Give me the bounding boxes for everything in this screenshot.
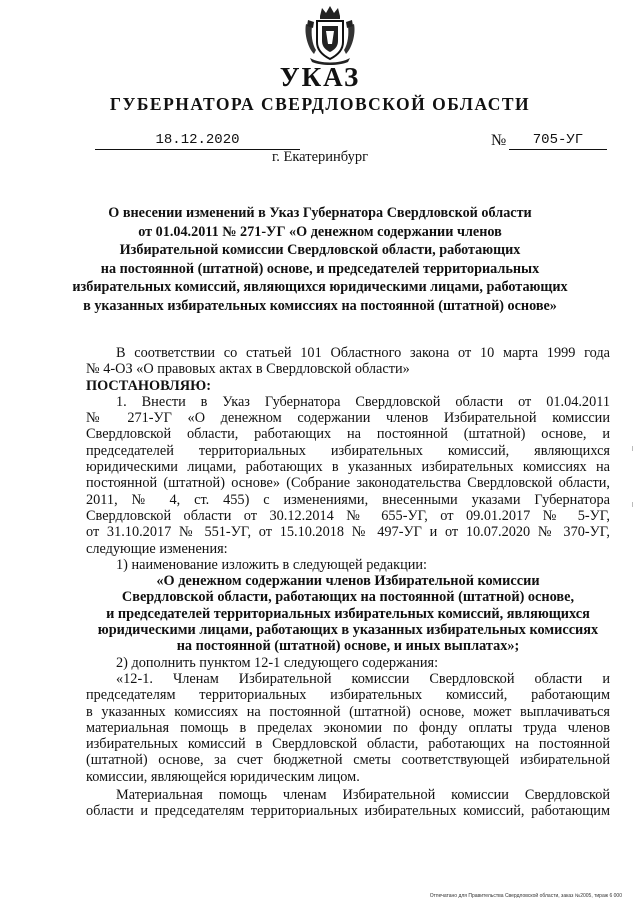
scan-speck: [632, 446, 633, 451]
decree-kind: УКАЗ: [279, 62, 361, 92]
point12-line: материальная помощь в пределах экономии по фонду оплаты труда членов: [86, 719, 610, 736]
item1-line: следующие изменения:: [86, 540, 228, 557]
item1-line: от 31.10.2017 № 551-УГ, от 15.10.2018 № 497-УГ и от 10.07.2020 № 370-УГ,: [86, 524, 610, 541]
preamble-line: В соответствии со статьей 101 Областного закона от 10 марта 1999 года: [116, 345, 610, 361]
point12-line: избирательных комиссий в Свердловской области, работающих на постоянной: [86, 736, 610, 753]
city: г. Екатеринбург: [271, 149, 369, 165]
title-line: избирательных комиссий, являющихся юридическими лицами, работающих: [72, 279, 568, 296]
item1-line: 2011, № 4, ст. 455) с изменениями, внесенными указами Губернатора: [86, 491, 610, 508]
document-body: [86, 345, 610, 820]
new-title-line: юридическими лицами, работающих в указанных избирательных комиссиях: [97, 622, 599, 639]
coat-of-arms-emblem: [302, 4, 358, 66]
new-title-line: Свердловской области, работающих на постоянной (штатной) основе,: [121, 589, 575, 606]
point12-line: «12-1. Членам Избирательной комиссии Свердловской области и: [116, 670, 610, 687]
subitem-1: 1) наименование изложить в следующей редакции:: [116, 556, 427, 573]
item1-line: юридическими лицами, работающих в указанных избирательных комиссиях на: [86, 459, 610, 476]
print-footer: Отпечатано для Правительства Свердловской области, заказ №2005, тираж 6 000: [429, 893, 622, 899]
point12-line: комиссии, являющейся юридическим лицом.: [86, 768, 360, 785]
point12-line: председателям территориальных избирательных комиссий, работающим: [86, 687, 610, 704]
number-label: №: [491, 132, 507, 149]
new-title-line: «О денежном содержании членов Избирательной комиссии: [156, 573, 540, 590]
item1-line: постоянной (штатной) основе» (Собрание законодательства Свердловской области,: [86, 475, 610, 492]
item1-line: 1. Внести в Указ Губернатора Свердловской области от 01.04.2011: [116, 393, 610, 410]
title-line: Избирательной комиссии Свердловской области, работающих: [119, 242, 521, 259]
point12-line: в указанных комиссиях на постоянной (штатной) основе, может выплачиваться: [86, 703, 610, 720]
item1-line: Свердловской области от 30.12.2014 № 655-УГ, от 09.01.2017 № 5-УГ,: [86, 507, 610, 524]
preamble-line: № 4-ОЗ «О правовых актах в Свердловской области»: [86, 361, 410, 378]
item1-line: председателей территориальных избирательных комиссий, являющихся: [86, 442, 610, 459]
decree-number: 705-УГ: [509, 131, 607, 150]
title-line: от 01.04.2011 № 271-УГ «О денежном содержании членов: [138, 223, 502, 240]
next-paragraph-line: Материальная помощь членам Избирательной комиссии Свердловской: [116, 787, 610, 804]
next-paragraph-line: области и председателям территориальных избирательных комиссий, работающим: [86, 803, 610, 820]
decree-word: ПОСТАНОВЛЯЮ:: [86, 377, 211, 394]
point12-line: (штатной) основе, за счет бюджетной сметы соответствующей избирательной: [86, 752, 610, 769]
subitem-2: 2) дополнить пунктом 12-1 следующего содержания:: [116, 654, 439, 671]
decree-date: 18.12.2020: [95, 131, 300, 150]
title-line: О внесении изменений в Указ Губернатора Свердловской области: [108, 205, 532, 221]
scan-speck: [632, 502, 633, 507]
new-title-line: на постоянной (штатной) основе, и иных выплатах»;: [176, 638, 520, 655]
title-line: в указанных избирательных комиссиях на постоянной (штатной) основе»: [83, 297, 557, 314]
new-title: [86, 573, 610, 654]
document-title: [60, 204, 580, 316]
title-line: на постоянной (штатной) основе, и председателей территориальных: [100, 260, 540, 277]
new-title-line: и председателей территориальных избирательных комиссий, являющихся: [106, 605, 590, 622]
item1-line: № 271-УГ «О денежном содержании членов Избирательной комиссии: [86, 410, 610, 427]
item1-line: Свердловской области, работающих на постоянной (штатной) основе, и: [86, 426, 610, 443]
decree-authority: ГУБЕРНАТОРА СВЕРДЛОВСКОЙ ОБЛАСТИ: [109, 94, 531, 114]
